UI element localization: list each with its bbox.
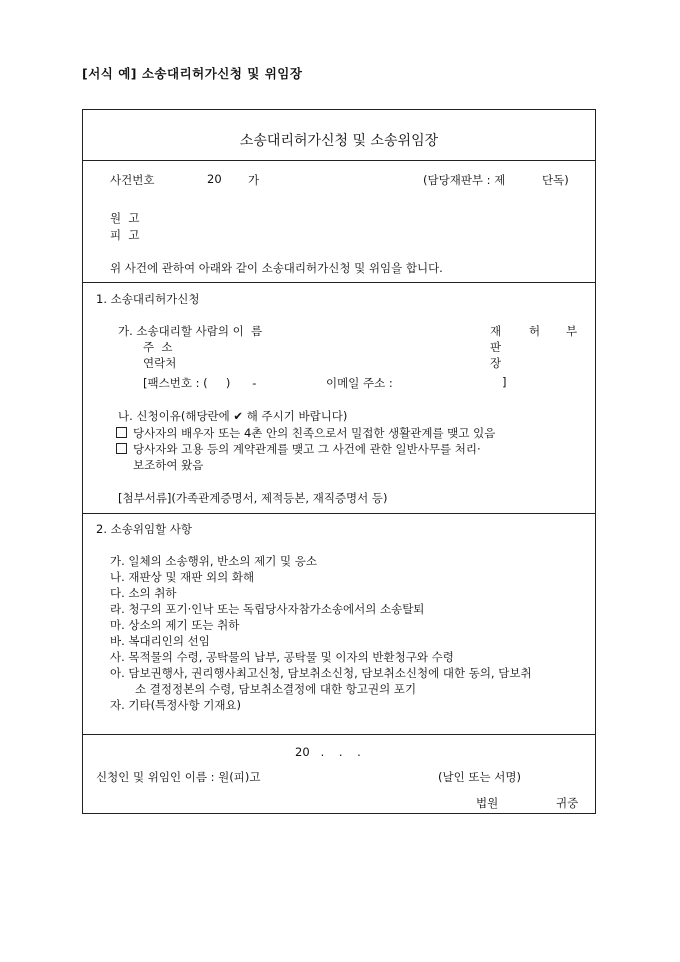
document-heading: [서식 예] 소송대리허가신청 및 위임장 — [82, 66, 303, 81]
delegation-item: 소 결정정본의 수령, 담보취소결정에 대한 항고권의 포기 — [135, 682, 417, 696]
delegation-item: 나. 재판상 및 재판 외의 화해 — [110, 570, 255, 584]
decision-jae: 재 — [490, 324, 502, 338]
delegation-item: 다. 소의 취하 — [110, 586, 177, 600]
delegation-item: 마. 상소의 제기 또는 취하 — [110, 618, 240, 632]
decision-bu: 부 — [566, 324, 578, 338]
reason1-text: 당사자의 배우자 또는 4촌 안의 친족으로서 밀접한 생활관계를 맺고 있음 — [133, 426, 496, 440]
divider — [83, 160, 595, 161]
intro-text: 위 사건에 관하여 아래와 같이 소송대리허가신청 및 위임을 합니다. — [110, 261, 443, 275]
delegation-item: 바. 복대리인의 선임 — [110, 634, 210, 648]
email-label: 이메일 주소 : — [326, 376, 393, 390]
decision-jang: 장 — [490, 356, 502, 370]
delegation-item: 가. 일체의 소송행위, 반소의 제기 및 응소 — [110, 554, 317, 568]
seal-label: (날인 또는 서명) — [438, 770, 521, 784]
form-table — [82, 109, 596, 814]
delegation-item: 아. 담보권행사, 권리행사최고신청, 담보취소신청, 담보취소신청에 대한 동의, 담보취 — [110, 666, 532, 680]
decision-pan: 판 — [490, 340, 502, 354]
single-judge-label: 단독) — [542, 173, 569, 187]
close-bracket: ] — [502, 375, 507, 389]
reason1-row — [116, 425, 495, 441]
reason2-row — [116, 441, 481, 457]
defendant-label: 피 고 — [110, 228, 140, 242]
attachments-label: [첨부서류](가족관계증명서, 제적등본, 재직증명서 등) — [118, 491, 388, 505]
delegation-item: 라. 청구의 포기·인낙 또는 독립당사자참가소송에서의 소송탈퇴 — [110, 602, 425, 616]
divider — [83, 282, 595, 283]
contact-label: 연락처 — [143, 356, 177, 370]
fax-label: [팩스번호 : ( ) - — [143, 376, 257, 390]
court-label: 법원 — [476, 796, 499, 810]
section2-title: 2. 소송위임할 사항 — [96, 522, 193, 536]
delegation-item: 자. 기타(특정사항 기재요) — [110, 698, 242, 712]
case-number-label: 사건번호 — [110, 173, 155, 187]
section1-title: 1. 소송대리허가신청 — [96, 292, 200, 306]
reason-title: 나. 신청이유(해당란에 ✔ 해 주시기 바랍니다) — [118, 409, 348, 423]
reason2-text: 당사자와 고용 등의 계약관계를 맺고 그 사건에 관한 일반사무를 처리· — [133, 442, 481, 456]
address-label: 주 소 — [143, 340, 173, 354]
date-line: 20 . . . — [295, 745, 361, 759]
form-title: 소송대리허가신청 및 소송위임장 — [239, 133, 439, 149]
case-ga: 가 — [248, 173, 260, 187]
divider — [83, 513, 595, 514]
reason1-checkbox[interactable] — [116, 427, 127, 438]
proxy-name-label: 가. 소송대리할 사람의 이 름 — [118, 324, 263, 338]
judge-label: (담당재판부 : 제 — [423, 173, 506, 187]
signer-label: 신청인 및 위임인 이름 : 원(피)고 — [96, 770, 261, 784]
plaintiff-label: 원 고 — [110, 211, 140, 225]
reason2-checkbox[interactable] — [116, 443, 127, 454]
case-year: 20 — [207, 172, 222, 186]
divider — [83, 734, 595, 735]
decision-heo: 허 — [529, 324, 541, 338]
ref-label: 귀중 — [556, 796, 579, 810]
delegation-item: 사. 목적물의 수령, 공탁물의 납부, 공탁물 및 이자의 반환청구와 수령 — [110, 650, 454, 664]
reason2-continued: 보조하여 왔음 — [133, 458, 204, 472]
